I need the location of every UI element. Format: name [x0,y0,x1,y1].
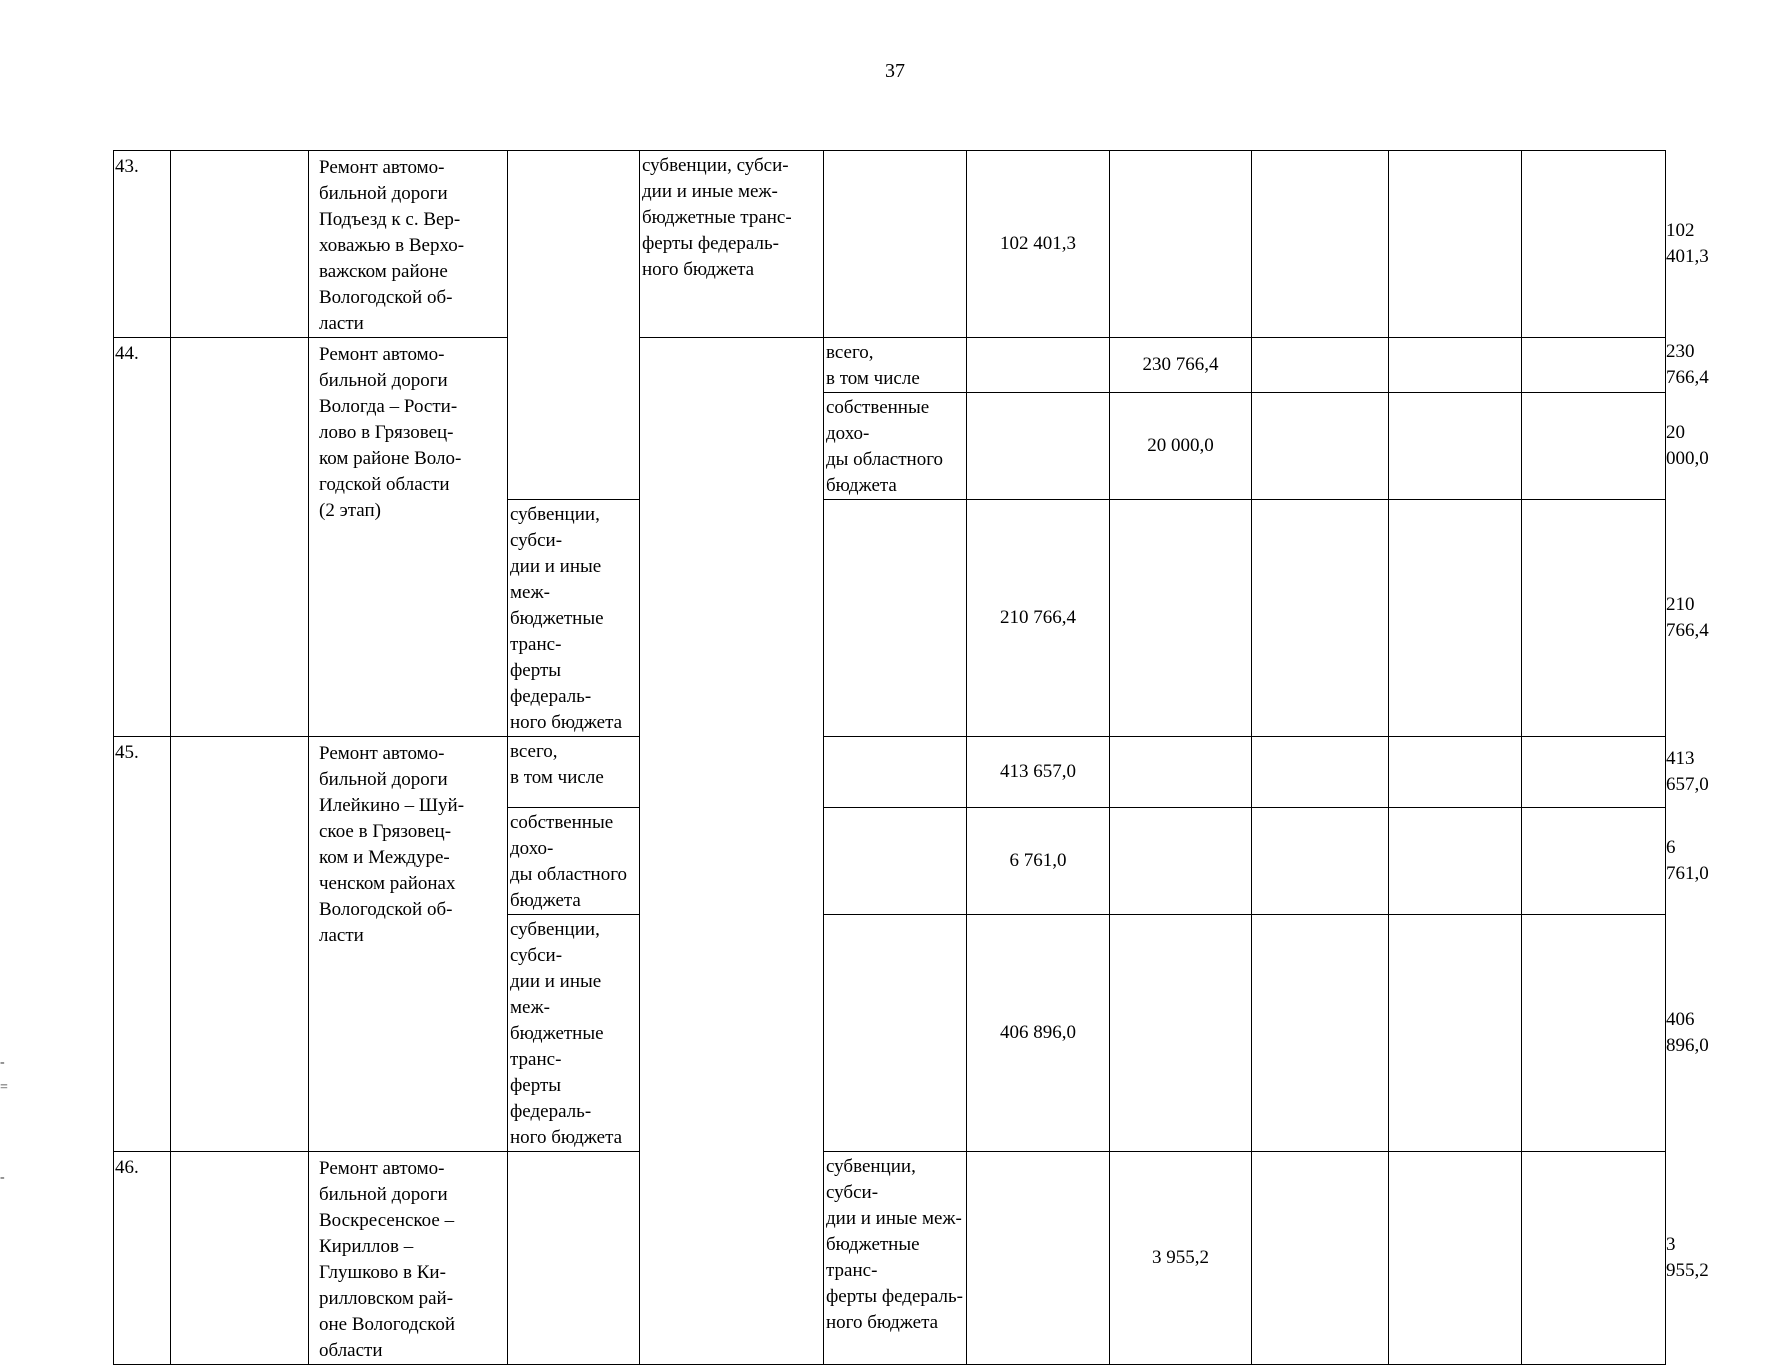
empty-cell [1110,915,1252,1152]
empty-cell [824,500,967,737]
empty-cell [1252,737,1389,808]
empty-cell [1110,500,1252,737]
empty-cell [1389,500,1522,737]
funding-source: всего, в том числе [824,338,967,393]
empty-cell [1389,808,1522,915]
empty-cell [1522,151,1666,338]
empty-cell [1252,338,1389,393]
event-name: Ремонт автомо- бильной дороги Вологда – Рости- лово в Грязовец- ком районе Воло- годской области (2 этап) [309,338,508,737]
empty-cell [1389,338,1522,393]
empty-cell [1522,737,1666,808]
funding-source: субвенции, субси- дии и иные меж- бюджетные транс- ферты федераль- ного бюджета [640,151,824,338]
empty-cell [1110,737,1252,808]
empty-cell [1389,1152,1522,1365]
amount-value: 406 896,0 [967,915,1110,1152]
empty-cell [1389,393,1522,500]
table-row: 44. Ремонт автомо- бильной дороги Вологда – Рости- лово в Грязовец- ком районе Воло- годской области (2 этап) всего, в том числе 230 766,4 230 766,4 [114,338,1666,393]
margin-mark: - [0,1170,5,1185]
table-row: собственные дохо- ды областного бюджета 20 000,0 20 000,0 [114,393,1666,500]
table-row: 43. Ремонт автомо- бильной дороги Подъезд к с. Вер- ховажью в Верхо- важском районе Вологодской об- ласти субвенции, субси- дии и иные меж- бюджетные транс- ферты федераль- ного бюджета 102 401,3 102 401,3 [114,151,1666,338]
empty-cell [1110,151,1252,338]
funding-source: субвенции, субси- дии и иные меж- бюджетные транс- ферты федераль- ного бюджета [508,915,640,1152]
amount-value: 6 761,0 [967,808,1110,915]
table-row: собственные дохо- ды областного бюджета 6 761,0 6 761,0 [114,808,1666,915]
table-row: 46. Ремонт автомо- бильной дороги Воскресенское – Кириллов – Глушково в Ки- рилловском рай- оне Вологодской области субвенции, субси- дии и иные меж- бюджетные транс- ферты федераль- ного бюджета 3 955,2 3 955,2 [114,1152,1666,1365]
empty-cell [824,151,967,338]
empty-cell [1389,151,1522,338]
event-name: Ремонт автомо- бильной дороги Воскресенское – Кириллов – Глушково в Ки- рилловском рай- оне Вологодской области [309,1152,508,1365]
empty-cell [1389,915,1522,1152]
empty-cell [1252,915,1389,1152]
event-name: Ремонт автомо- бильной дороги Илейкино – Шуй- ское в Грязовец- ком и Междуре- ченском районах Вологодской об- ласти [309,737,508,1152]
empty-cell [508,151,640,500]
empty-cell [1389,737,1522,808]
empty-cell [967,393,1110,500]
row-number: 46. [114,1152,171,1365]
empty-cell [508,1152,640,1365]
empty-cell [824,915,967,1152]
empty-cell [171,737,309,1152]
empty-cell [824,808,967,915]
empty-cell [1522,338,1666,393]
empty-cell [1252,808,1389,915]
empty-cell [1110,808,1252,915]
empty-cell [171,151,309,338]
row-number: 45. [114,737,171,1152]
amount-value: 20 000,0 [1110,393,1252,500]
page-number: 37 [885,60,905,82]
empty-cell [1252,500,1389,737]
empty-cell [1252,151,1389,338]
funding-source: собственные дохо- ды областного бюджета [824,393,967,500]
empty-cell [967,338,1110,393]
table-row: субвенции, субси- дии и иные меж- бюджетные транс- ферты федераль- ного бюджета 210 766,4 210 766,4 [114,500,1666,737]
funding-source: субвенции, субси- дии и иные меж- бюджетные транс- ферты федераль- ного бюджета [824,1152,967,1365]
empty-cell [171,1152,309,1365]
empty-cell [1522,500,1666,737]
amount-value: 3 955,2 [1110,1152,1252,1365]
margin-mark: = [0,1080,8,1095]
budget-body [114,151,1709,1365]
empty-cell [1252,393,1389,500]
funding-source: всего, в том числе [508,737,640,808]
budget-table [113,150,1709,1365]
table-row: 45. Ремонт автомо- бильной дороги Илейкино – Шуй- ское в Грязовец- ком и Междуре- ченском районах Вологодской об- ласти всего, в том числе 413 657,0 413 657,0 [114,737,1666,808]
empty-cell [171,338,309,737]
empty-cell [640,338,824,1365]
empty-cell [1522,915,1666,1152]
funding-source: собственные дохо- ды областного бюджета [508,808,640,915]
row-number: 44. [114,338,171,737]
empty-cell [1522,393,1666,500]
amount-value: 413 657,0 [967,737,1110,808]
empty-cell [1522,1152,1666,1365]
table-row: субвенции, субси- дии и иные меж- бюджетные транс- ферты федераль- ного бюджета 406 896,0 406 896,0 [114,915,1666,1152]
amount-value: 210 766,4 [967,500,1110,737]
margin-mark: - [0,1055,5,1070]
amount-value: 102 401,3 [967,151,1110,338]
empty-cell [1522,808,1666,915]
empty-cell [967,1152,1110,1365]
event-name: Ремонт автомо- бильной дороги Подъезд к с. Вер- ховажью в Верхо- важском районе Вологодской об- ласти [309,151,508,338]
funding-source: субвенции, субси- дии и иные меж- бюджетные транс- ферты федераль- ного бюджета [508,500,640,737]
empty-cell [1252,1152,1389,1365]
amount-value: 230 766,4 [1110,338,1252,393]
empty-cell [824,737,967,808]
row-number: 43. [114,151,171,338]
